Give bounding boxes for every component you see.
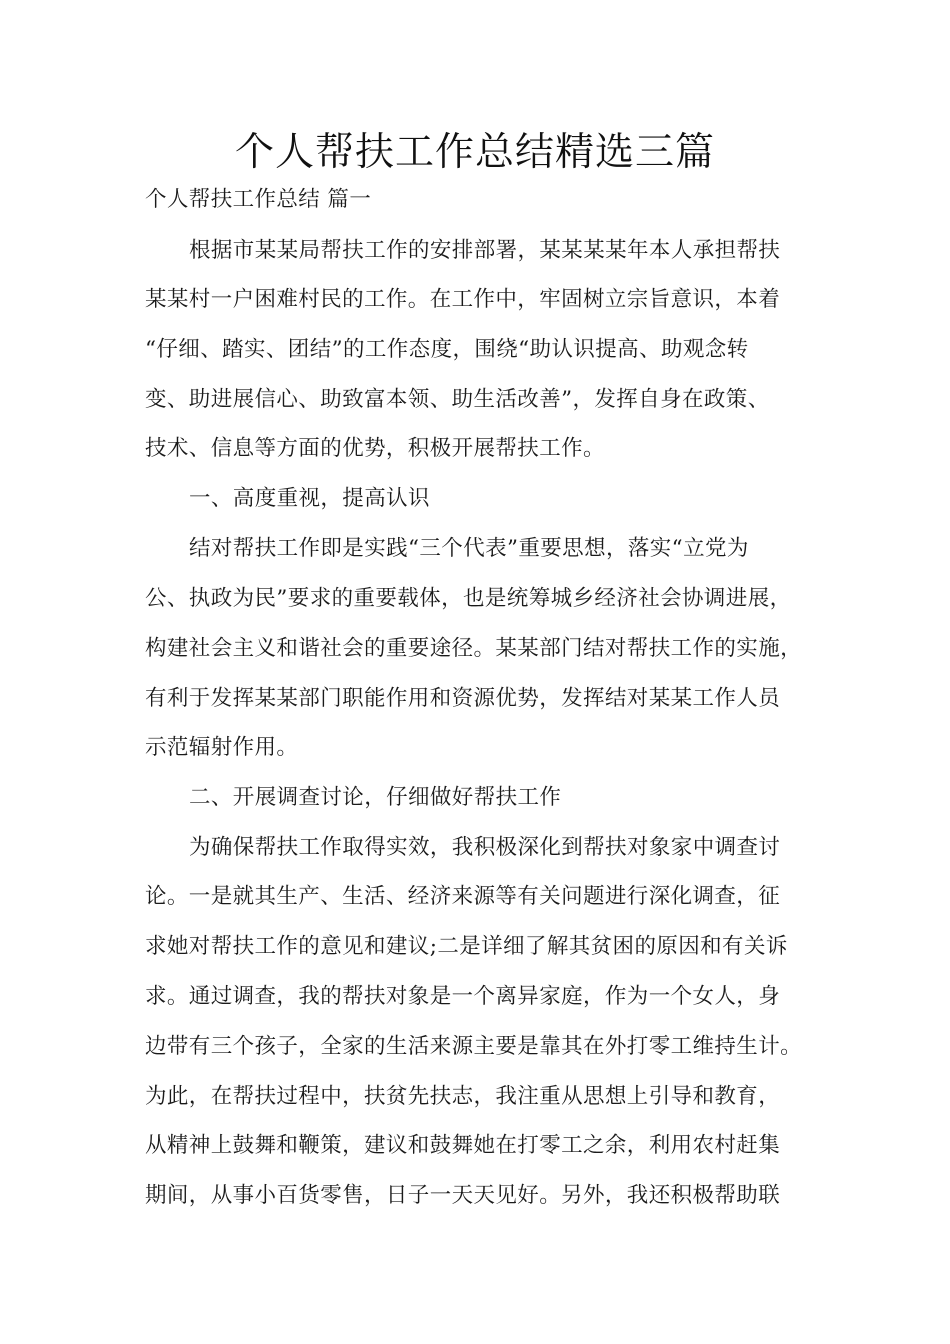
paragraph-line: 构建社会主义和谐社会的重要途径。某某部门结对帮扶工作的实施， [145,636,803,661]
paragraph-line: 结对帮扶工作即是实践“三个代表”重要思想，落实“立党为 [189,536,749,561]
paragraph-line: 论。一是就其生产、生活、经济来源等有关问题进行深化调查，征 [145,884,781,909]
paragraph-line: 有利于发挥某某部门职能作用和资源优势，发挥结对某某工作人员 [145,686,781,711]
paragraph-line: 变、助进展信心、助致富本领、助生活改善”，发挥自身在政策、 [145,387,770,412]
paragraph-line: 根据市某某局帮扶工作的安排部署，某某某某年本人承担帮扶 [189,238,781,263]
paragraph-line: 技术、信息等方面的优势，积极开展帮扶工作。 [145,436,605,461]
paragraph-line: 示范辐射作用。 [145,735,299,760]
paragraph-line: 为确保帮扶工作取得实效，我积极深化到帮扶对象家中调查讨 [189,835,781,860]
section-heading: 个人帮扶工作总结 篇一 [145,187,372,212]
subheading: 一、高度重视，提高认识 [189,486,430,511]
paragraph-line: 从精神上鼓舞和鞭策，建议和鼓舞她在打零工之余，利用农村赶集 [145,1133,781,1158]
paragraph-line: “仔细、踏实、团结”的工作态度，围绕“助认识提高、助观念转 [145,337,749,362]
paragraph-line: 某某村一户困难村民的工作。在工作中，牢固树立宗旨意识，本着 [145,287,781,312]
paragraph-line: 公、执政为民”要求的重要载体，也是统筹城乡经济社会协调进展， [145,586,792,611]
paragraph-line: 求。通过调查，我的帮扶对象是一个离异家庭，作为一个女人，身 [145,984,781,1009]
document-title: 个人帮扶工作总结精选三篇 [234,130,715,175]
paragraph-line: 求她对帮扶工作的意见和建议;二是详细了解其贫困的原因和有关诉 [145,934,788,959]
paragraph-line: 为此，在帮扶过程中，扶贫先扶志，我注重从思想上引导和教育， [145,1084,781,1109]
paragraph-line: 期间，从事小百货零售，日子一天天见好。另外，我还积极帮助联 [145,1183,781,1208]
paragraph-line: 边带有三个孩子，全家的生活来源主要是靠其在外打零工维持生计。 [145,1034,803,1059]
subheading: 二、开展调查讨论，仔细做好帮扶工作 [189,785,562,810]
